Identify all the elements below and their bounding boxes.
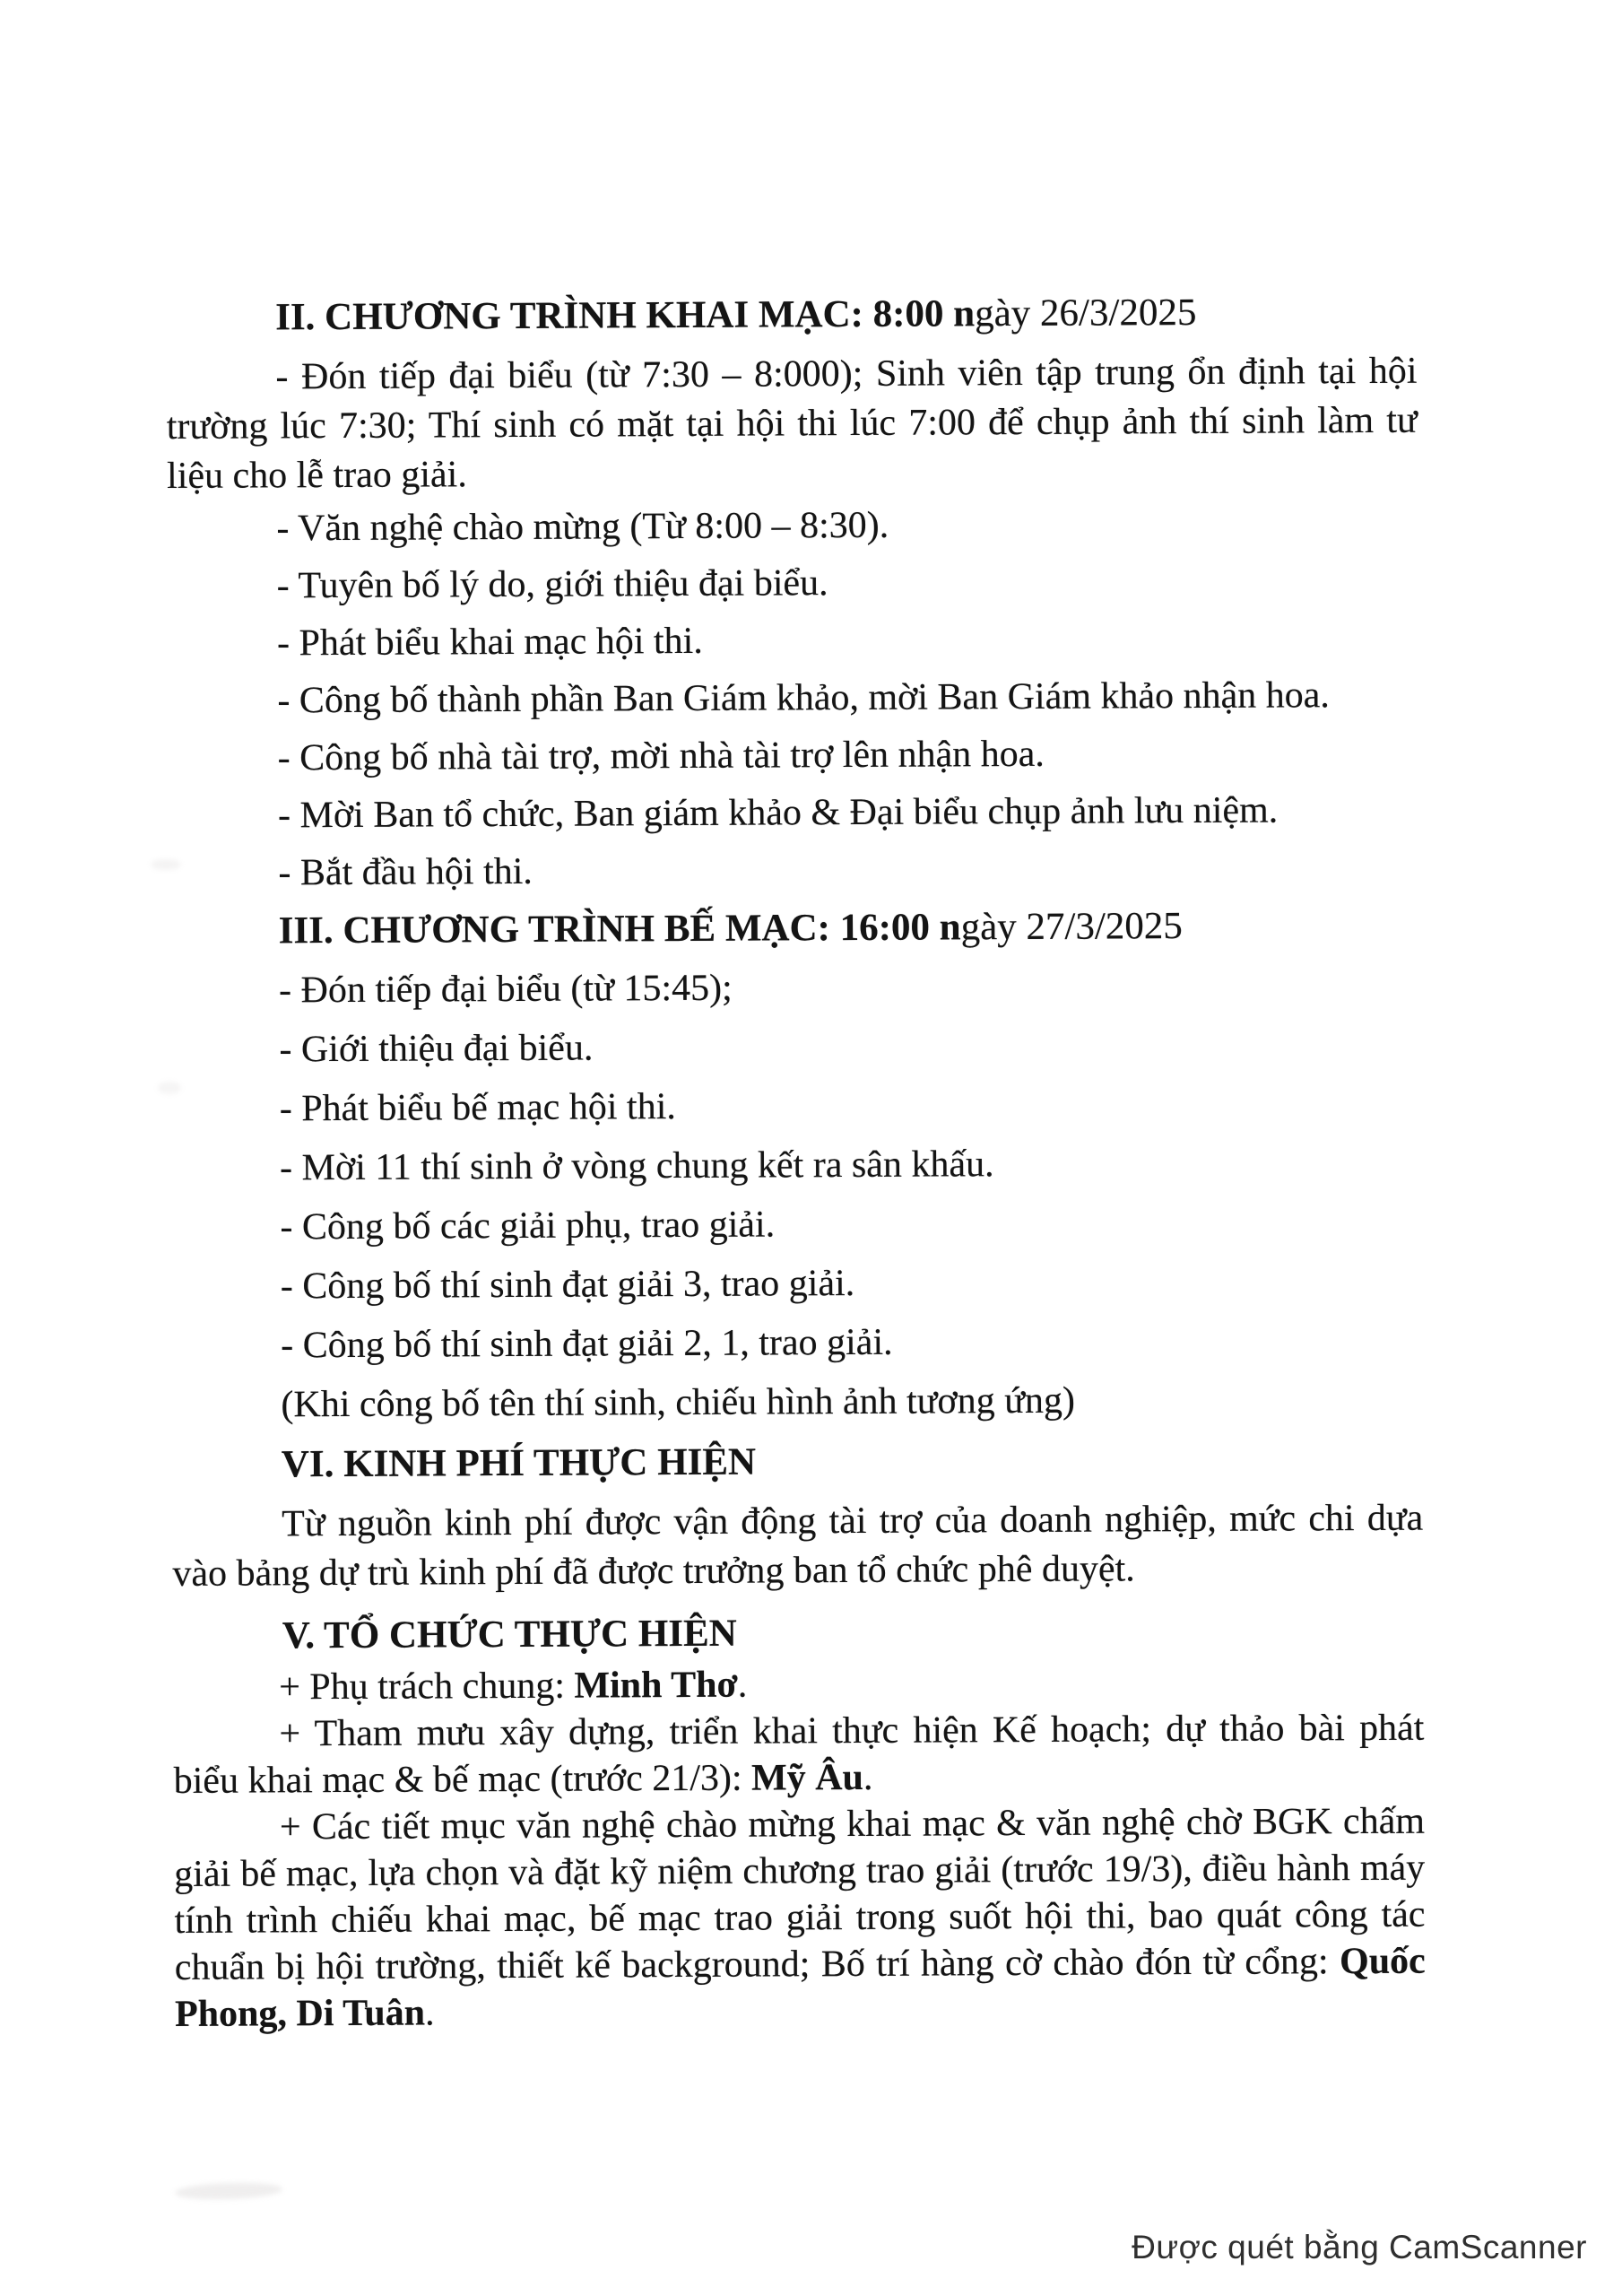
assignment-text: + Tham mưu xây dựng, triển khai thực hiện Kế hoạch; dự thảo bài phát biểu khai mạc & bế mạc (trước 21/3): [173, 1707, 1425, 1802]
be-mac-item: - Đón tiếp đại biểu (từ 15:45); [278, 967, 733, 1012]
khai-mac-item: - Phát biểu khai mạc hội thi. [276, 620, 703, 665]
assignment-text: + Phụ trách chung: [279, 1665, 575, 1709]
heading-kinh-phi [172, 1434, 1423, 1490]
assignment-text: + Các tiết mục văn nghệ chào mừng khai mạc & văn nghệ chờ BGK chấm giải bế mạc, lựa chọn và đặt kỹ niệm chương trao giải (trước 19/3), điều hành máy tính trình chiếu khai mạc, bế mạc trao giải trong suốt hội thi, bao quát công tác chuẩn bị hội trường, thiết kế background; Bố trí hàng cờ chào đón từ cổng: [174, 1800, 1426, 1988]
scan-smudge [1252, 1952, 1264, 1960]
assignment-item [173, 1705, 1425, 1805]
khai-mac-item: - Bắt đầu hội thi. [278, 850, 533, 894]
khai-mac-intro-paragraph: - Đón tiếp đại biểu (từ 7:30 – 8:000); Sinh viên tập trung ổn định tại hội trường lúc 7:30; Thí sinh có mặt tại hội thi lúc 7:00 để chụp ảnh thí sinh làm tư liệu cho lễ trao giải. [166, 350, 1418, 497]
assignment-period: . [863, 1756, 873, 1798]
be-mac-item: - Phát biểu bế mạc hội thi. [279, 1086, 676, 1130]
heading-kinh-phi-bold: VI. KINH PHÍ THỰC HIỆN [281, 1440, 757, 1486]
assignment-period: . [424, 1992, 435, 2034]
heading-be-mac [169, 900, 1420, 956]
heading-be-mac-bold: III. CHƯƠNG TRÌNH BẾ MẠC: 16:00 n [278, 906, 961, 952]
assignment-period: . [737, 1664, 748, 1706]
khai-mac-item: - Công bố nhà tài trợ, mời nhà tài trợ lên nhận hoa. [277, 733, 1045, 779]
assignee-name: Quốc Phong, Di Tuân [174, 1940, 1426, 2035]
khai-mac-item: - Tuyên bố lý do, giới thiệu đại biểu. [276, 562, 828, 607]
be-mac-note: (Khi công bố tên thí sinh, chiếu hình ảnh tương ứng) [281, 1379, 1076, 1426]
scan-smudge [158, 1082, 181, 1094]
heading-khai-mac [166, 287, 1417, 343]
khai-mac-item: - Mời Ban tổ chức, Ban giám khảo & Đại biểu chụp ảnh lưu niệm. [277, 789, 1279, 837]
assignee-name: Mỹ Âu [750, 1756, 864, 1799]
kinh-phi-paragraph: Từ nguồn kinh phí được vận động tài trợ của doanh nghiệp, mức chi dựa vào bảng dự trù kinh phí đã được trưởng ban tổ chức phê duyệt. [172, 1497, 1424, 1595]
heading-to-chuc-bold: V. TỔ CHỨC THỰC HIỆN [282, 1612, 737, 1657]
be-mac-item: - Công bố các giải phụ, trao giải. [280, 1204, 776, 1248]
document-body [166, 287, 1426, 2038]
camscanner-watermark: Được quét bằng CamScanner [1132, 2229, 1587, 2266]
be-mac-item: - Công bố thí sinh đạt giải 2, 1, trao giải. [281, 1321, 893, 1367]
scan-smudge [151, 859, 181, 870]
be-mac-item: - Mời 11 thí sinh ở vòng chung kết ra sân khấu. [279, 1144, 994, 1189]
be-mac-item: - Giới thiệu đại biểu. [279, 1027, 594, 1071]
heading-be-mac-rest: gày 27/3/2025 [960, 905, 1183, 949]
assignment-item [174, 1798, 1426, 2038]
khai-mac-item: - Công bố thành phần Ban Giám khảo, mời Ban Giám khảo nhận hoa. [277, 674, 1330, 722]
be-mac-item: - Công bố thí sinh đạt giải 3, trao giải. [280, 1262, 855, 1308]
scan-smudge [175, 2181, 283, 2201]
heading-to-chuc [173, 1605, 1424, 1661]
heading-khai-mac-bold: II. CHƯƠNG TRÌNH KHAI MẠC: 8:00 n [275, 292, 976, 339]
assignment-item [173, 1658, 1424, 1711]
heading-khai-mac-rest: gày 26/3/2025 [975, 291, 1197, 335]
assignee-name: Minh Thơ [574, 1664, 738, 1707]
khai-mac-item: - Văn nghệ chào mừng (Từ 8:00 – 8:30). [276, 504, 889, 550]
